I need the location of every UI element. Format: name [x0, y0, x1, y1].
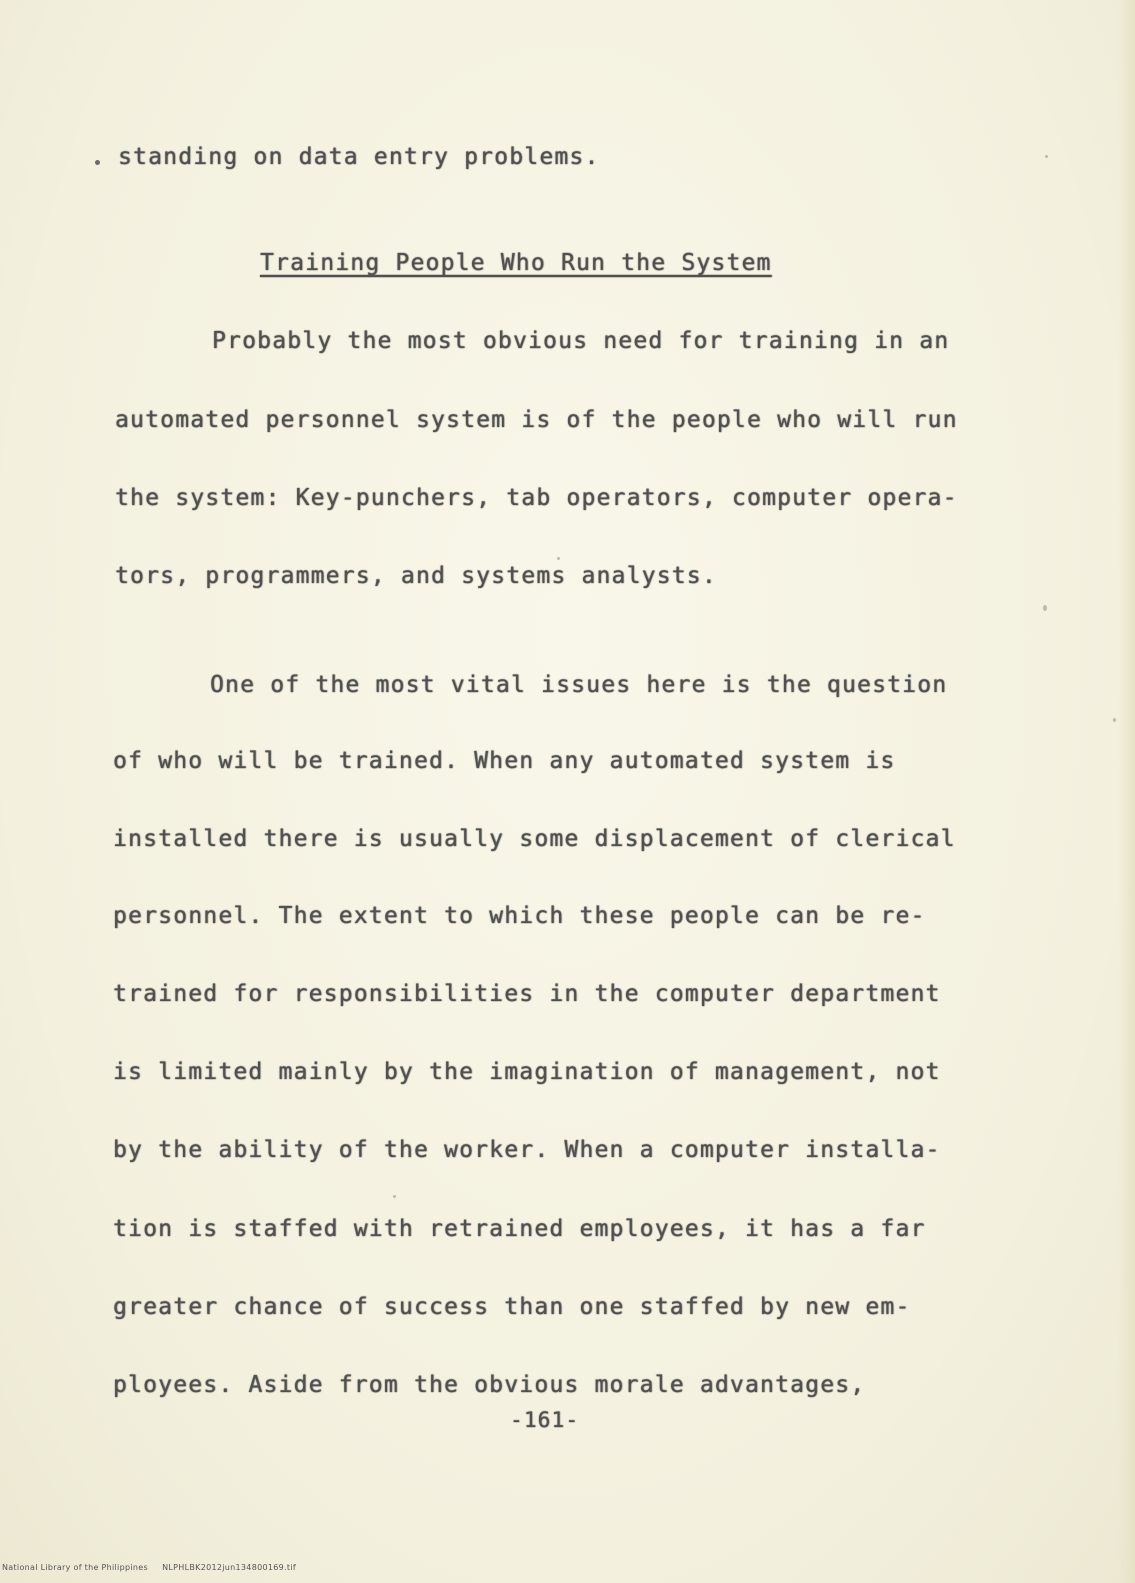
paper-speck — [1043, 605, 1047, 611]
text-line-3: Probably the most obvious need for training in an — [212, 328, 950, 354]
paper-speck — [1113, 718, 1116, 722]
text-line-11: trained for responsibilities in the computer department — [113, 981, 941, 1007]
text-line-9: installed there is usually some displacement of clerical — [113, 826, 956, 852]
text-line-14: tion is staffed with retrained employees, it has a far — [113, 1216, 926, 1242]
text-line-15: greater chance of success than one staffed by new em- — [113, 1294, 911, 1320]
margin-dot — [95, 160, 100, 165]
page-edge-shadow — [1118, 0, 1135, 1583]
text-line-13: by the ability of the worker. When a computer installa- — [113, 1137, 941, 1163]
paper-speck — [393, 1195, 396, 1198]
scan-footer: National Library of the Philippines NLPHLBK2012jun134800169.tif — [2, 1563, 296, 1572]
text-line-7: One of the most vital issues here is the question — [210, 672, 948, 698]
page-number: -161- — [510, 1408, 580, 1432]
text-line-1: standing on data entry problems. — [118, 144, 600, 170]
paper-speck — [1045, 155, 1048, 158]
text-line-8: of who will be trained. When any automated system is — [113, 748, 896, 774]
section-heading: Training People Who Run the System — [260, 250, 772, 276]
text-line-6: tors, programmers, and systems analysts. — [115, 563, 717, 589]
text-line-10: personnel. The extent to which these people can be re- — [113, 903, 926, 929]
text-line-12: is limited mainly by the imagination of management, not — [113, 1059, 941, 1085]
text-line-16: ployees. Aside from the obvious morale advantages, — [113, 1372, 866, 1398]
paper-speck — [557, 557, 560, 560]
text-line-4: automated personnel system is of the people who will run — [115, 407, 958, 433]
text-line-5: the system: Key-punchers, tab operators, computer opera- — [115, 485, 958, 511]
